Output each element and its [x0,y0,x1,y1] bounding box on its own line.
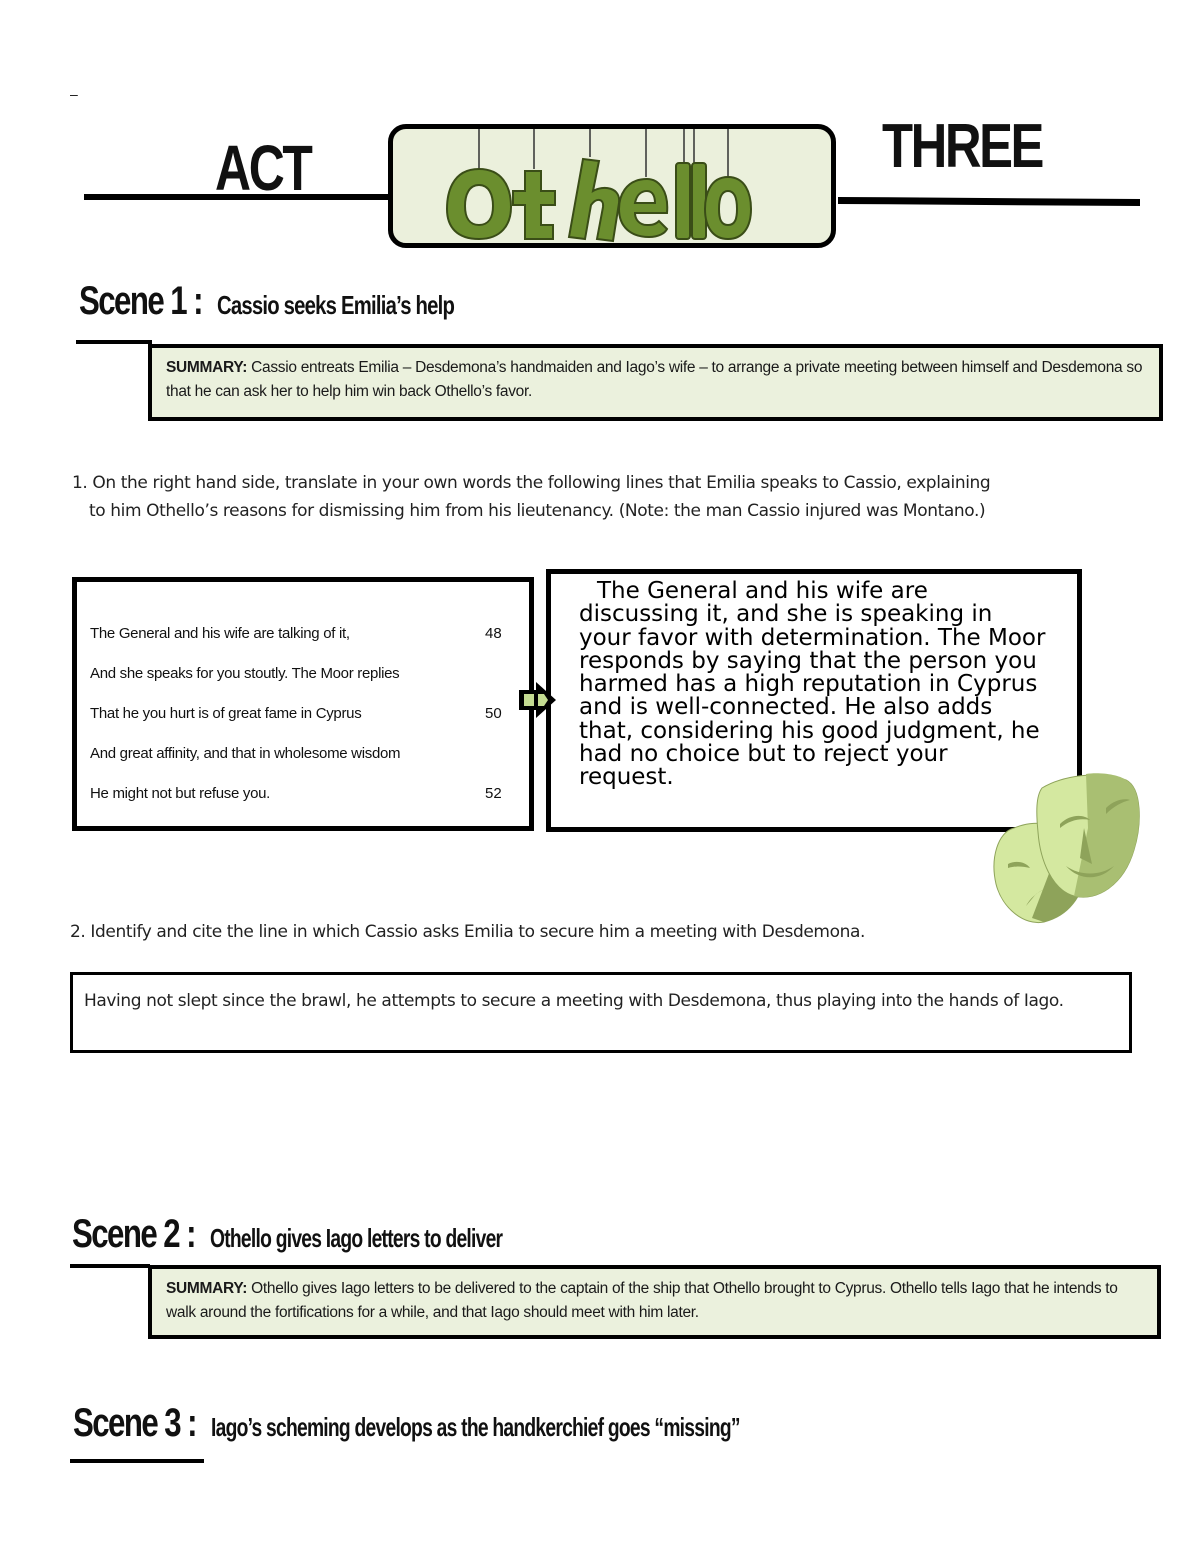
scene-3-rule [70,1459,204,1463]
question-1 [72,469,1152,525]
header-dash: – [70,86,78,102]
scene-1-title: Cassio seeks Emilia’s help [217,290,455,320]
summary-label: SUMMARY: [166,359,248,376]
answer-1-text[interactable]: The General and his wife are discussing it, and she is speaking in your favor with determination. The Moor responds by saying that the person you harmed has a high reputation in Cyprus and is well-connected. He also adds that, considering his good judgment, he had no choice but to reject your request. [579,578,1046,791]
scene-2-rule [70,1264,150,1268]
quote-line: That he you hurt is of great fame in Cyprus [90,705,362,722]
header-rule-right [838,197,1140,206]
scene-1-heading [79,281,521,321]
scene-2-title: Othello gives Iago letters to deliver [210,1223,503,1253]
quote-line: And she speaks for you stoutly. The Moor replies [90,665,400,682]
line-number: 52 [485,785,502,802]
scene-3-title: Iago’s scheming develops as the handkerchief goes “missing” [211,1412,740,1442]
scene-3-number: Scene 3 : [73,1401,196,1445]
quote-line: The General and his wife are talking of it, [90,625,350,642]
scene-1-rule [76,340,152,344]
othello-logo-icon [393,129,831,243]
question-2: 2. Identify and cite the line in which Cassio asks Emilia to secure him a meeting with Desdemona. [70,922,865,942]
answer-2-text[interactable]: Having not slept since the brawl, he attempts to secure a meeting with Desdemona, thus playing into the hands of Iago. [84,991,1064,1011]
scene-2-summary [148,1265,1161,1339]
summary-label: SUMMARY: [166,1280,248,1297]
scene-3-heading [73,1403,926,1443]
scene-2-number: Scene 2 : [72,1212,195,1256]
scene-2-heading [72,1214,605,1254]
quote-line: And great affinity, and that in wholesome wisdom [90,745,401,762]
summary-text: Cassio entreats Emilia – Desdemona’s handmaiden and Iago’s wife – to arrange a private meeting between himself and Desdemona so that he can ask her to help him win back Othello’s favor. [166,359,1143,400]
scene-1-summary [148,344,1163,421]
quote-box [72,577,534,831]
line-number: 50 [485,705,502,722]
quote-line: He might not but refuse you. [90,785,271,802]
act-label: ACT [215,132,311,204]
question-1-line2: to him Othello’s reasons for dismissing him from his lieutenancy. (Note: the man Cassio injured was Montano.) [89,501,986,521]
question-1-line1: 1. On the right hand side, translate in your own words the following lines that Emilia speaks to Cassio, explaining [72,473,991,493]
line-number: 48 [485,625,502,642]
right-arrow-icon [516,680,560,720]
theatre-masks-icon [988,768,1144,928]
answer-2-box[interactable] [70,972,1132,1053]
scene-1-number: Scene 1 : [79,279,202,323]
summary-text: Othello gives Iago letters to be delivered to the captain of the ship that Othello brought to Cyprus. Othello tells Iago that he intends to walk around the fortifications for a while, and that Iago should meet with him later. [166,1280,1118,1321]
act-number: THREE [882,112,1043,181]
othello-logo [388,124,836,248]
